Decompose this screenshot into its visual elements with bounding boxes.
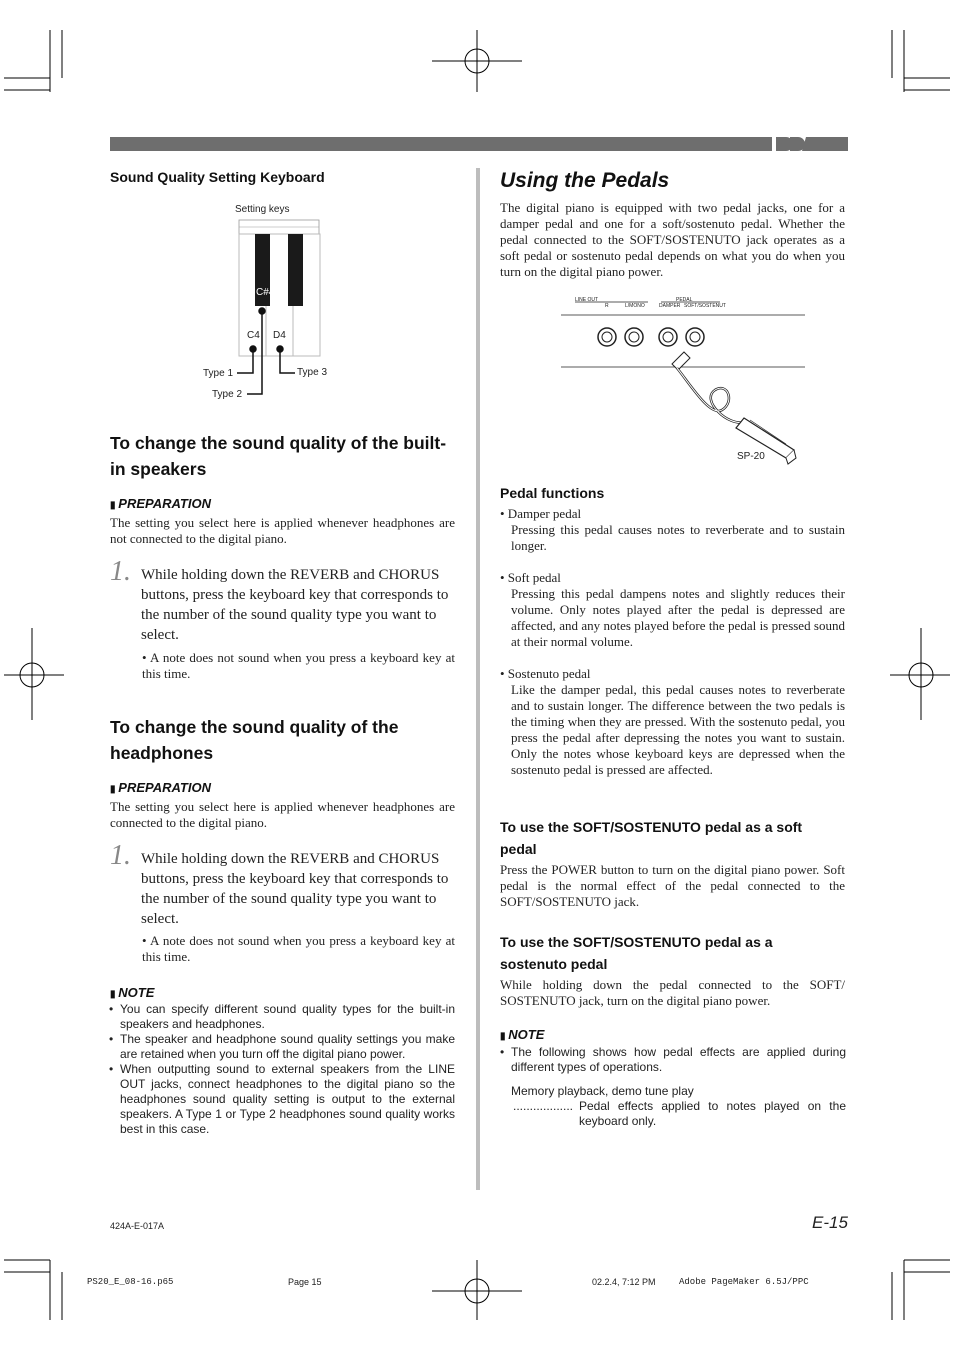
keyboard-title: Sound Quality Setting Keyboard <box>110 169 325 185</box>
note-dots: .................. <box>513 1099 574 1113</box>
left-note-label: ▮ NOTE <box>110 985 154 1000</box>
section1-prep-label: ▮ PREPARATION <box>110 496 211 511</box>
keyboard-diagram <box>195 198 330 403</box>
section1-step-text: While holding down the REVERB and CHORUS buttons, press the keyboard key that corresponds to the number of the sound quality type you want to select. <box>141 567 449 643</box>
section2-heading: To change the sound quality of the headphones <box>110 717 399 763</box>
left-note-item: • The speaker and headphone sound quality settings you make are retained when you turn off the digital piano power. <box>109 1032 455 1062</box>
key-csharp4-label: C#4 <box>256 287 275 298</box>
section2-step-note: • A note does not sound when you press a keyboard key at this time. <box>142 933 455 964</box>
section1-prep-text: The setting you select here is applied whenever headphones are not connected to the digital piano. <box>110 515 455 546</box>
section1-heading: To change the sound quality of the built-in speakers <box>110 433 447 479</box>
section2-step-number: 1. <box>110 840 131 871</box>
header-bar <box>110 135 850 153</box>
footer-file: PS20_E_08-16.p65 <box>87 1277 174 1287</box>
type1-label: Type 1 <box>203 368 234 379</box>
soft-pedal-name: • Soft pedal <box>500 570 561 585</box>
key-d4-label: D4 <box>273 330 286 341</box>
damper-label: DAMPER <box>659 303 681 309</box>
footer-page: Page 15 <box>288 1277 322 1287</box>
document-code: 424A-E-017A <box>110 1221 165 1231</box>
pedal-jack-diagram <box>560 292 805 467</box>
right-note-list <box>500 1045 846 1075</box>
right-note-label: ▮ NOTE <box>500 1027 544 1042</box>
damper-pedal-desc: Pressing this pedal causes notes to reverberate and to sustain longer. <box>511 522 845 553</box>
black-key-dsharp4 <box>288 234 303 306</box>
soft-section-text: Press the POWER button to turn on the digital piano power. Soft pedal is the normal effect of the pedal connected to the SOFT/SOSTENUTO jack. <box>500 862 845 909</box>
pedal-functions-heading: Pedal functions <box>500 485 605 501</box>
section1-step-number: 1. <box>110 556 131 587</box>
type2-label: Type 2 <box>212 389 243 400</box>
r-label: R <box>605 303 609 309</box>
section2-step-text: While holding down the REVERB and CHORUS buttons, press the keyboard key that corresponds to the number of the sound quality type you want to select. <box>141 851 449 927</box>
page-number: E-15 <box>812 1213 848 1232</box>
right-note-item: • The following shows how pedal effects are applied during different types of operations. <box>500 1045 846 1075</box>
sostenuto-section-heading: To use the SOFT/SOSTENUTO pedal as a sostenuto pedal <box>500 934 773 972</box>
sostenuto-section-text: While holding down the pedal connected to the SOFT/ SOSTENUTO jack, turn on the digital piano power. <box>500 977 845 1008</box>
sostenuto-pedal-desc: Like the damper pedal, this pedal causes notes to reverberate and to sustain longer. The difference between the two pedals is the timing when they are pressed. With the sostenuto pedal, you press the pedal after depressing the notes you want to sustain. Only the notes whose keyboard keys are depressed when the sostenuto pedal is pressed are affected. <box>511 682 845 777</box>
section2-prep-text: The setting you select here is applied whenever headphones are connected to the digital piano. <box>110 799 455 830</box>
column-divider <box>476 168 480 1190</box>
footer-date: 02.2.4, 7:12 PM <box>592 1277 656 1287</box>
sp20-label: SP-20 <box>737 451 765 462</box>
left-note-item: • When outputting sound to external speakers from the LINE OUT jacks, connect headphones to the digital piano so the headphones sound quality setting is output to the external speakers. A Type 1 or Type 2 headphones sound quality works best in this case. <box>109 1062 455 1137</box>
line-out-label: LINE OUT <box>575 297 599 303</box>
note-effect: Pedal effects applied to notes played on the keyboard only. <box>579 1099 846 1128</box>
sostenuto-pedal-name: • Sostenuto pedal <box>500 666 591 681</box>
page-title: Using the Pedals <box>500 169 670 192</box>
soft-sostenut-label: SOFT/SOSTENUT <box>684 303 726 309</box>
footer-app: Adobe PageMaker 6.5J/PPC <box>679 1277 809 1287</box>
soft-section-heading: To use the SOFT/SOSTENUTO pedal as a soft pedal <box>500 819 803 857</box>
note-mode: Memory playback, demo tune play <box>511 1084 694 1098</box>
left-note-list <box>109 1002 455 1137</box>
key-c4-label: C4 <box>247 330 260 341</box>
l-mono-label: L/MONO <box>625 303 645 309</box>
section1-step-note: • A note does not sound when you press a keyboard key at this time. <box>142 650 455 681</box>
left-note-item: • You can specify different sound quality types for the built-in speakers and headphones. <box>109 1002 455 1032</box>
soft-pedal-desc: Pressing this pedal dampens notes and slightly reduces their volume. Only notes played after the pedal is depressed are affected, and any notes played before the pedal is pressed sound at their normal volume. <box>511 586 845 649</box>
damper-pedal-name: • Damper pedal <box>500 506 582 521</box>
intro-text: The digital piano is equipped with two pedal jacks, one for a damper pedal and one for a soft/sostenuto pedal. Whether the pedal connected to the SOFT/SOSTENUTO jack operates as a soft pedal or sostenuto pedal depends on what you do when you turn on the digital piano power. <box>500 200 845 279</box>
section2-prep-label: ▮ PREPARATION <box>110 780 211 795</box>
type3-label: Type 3 <box>297 367 328 378</box>
setting-keys-label: Setting keys <box>235 204 290 215</box>
pedal-label: PEDAL <box>676 297 693 303</box>
